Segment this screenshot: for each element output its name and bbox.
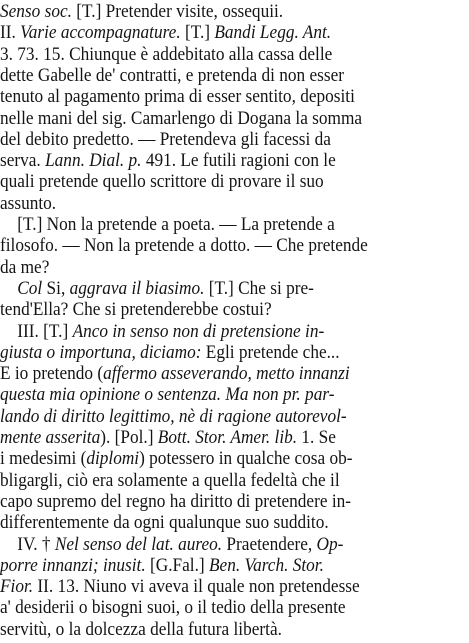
text-segment: 491. Le futili ragioni con le (141, 150, 336, 172)
text-segment: ). [Pol.] (100, 427, 158, 448)
text-segment: serva. (0, 150, 46, 172)
italic-text-segment: Lann. Dial. p. (45, 150, 142, 172)
text-line (0, 618, 422, 642)
italic-text-segment: lando di diritto legittimo, nè di ragione autorevol- (0, 405, 347, 427)
text-segment: tend'Ella? Che si pretenderebbe costui? (0, 299, 272, 321)
text-segment: 3. 73. 15. Chiunque è addebitato alla cassa delle (0, 43, 333, 65)
italic-text-segment: porre innanzi; inusit. (0, 554, 146, 576)
italic-text-segment: Bandi Legg. Ant. (214, 22, 332, 44)
text-segment: III. [T.] (0, 320, 73, 342)
text-segment: II. (0, 22, 21, 44)
text-segment: [T.] Non la pretende a poeta. — La pretende a (0, 214, 335, 235)
italic-text-segment: aggrava il biasimo. (69, 277, 205, 299)
text-segment: ) potessero in qualche cosa ob- (139, 448, 353, 470)
text-segment: assunto. (0, 192, 57, 214)
italic-text-segment: Bott. Stor. Amer. lib. (157, 427, 298, 448)
italic-text-segment: Fior. (0, 576, 34, 598)
text-segment: [T.] Che si pre- (204, 277, 314, 299)
text-segment: a' desiderii o bisogni suoi, o il tedio della presente (0, 597, 346, 619)
italic-text-segment: Op- (316, 533, 344, 555)
italic-text-segment: Anco in senso non di pretensione in- (72, 320, 325, 342)
text-segment: Si, (42, 277, 70, 299)
italic-text-segment: Col (17, 277, 43, 299)
text-segment: capo supremo del regno ha diritto di pretendere in- (0, 490, 352, 512)
text-segment: i medesimi ( (0, 448, 87, 470)
text-segment: [G.Fal.] (145, 554, 209, 576)
text-segment: differentemente da ogni qualunque suo suddito. (0, 512, 329, 534)
text-segment: IV. † (0, 533, 55, 555)
italic-text-segment: Nel senso del lat. aureo. (54, 533, 223, 555)
italic-text-segment: Varie accompagnature. (20, 22, 185, 44)
text-segment: bligargli, ciò era solamente a quella fedeltà che il (0, 469, 340, 491)
text-segment: [T.] Pretender visite, ossequii. (76, 1, 284, 22)
text-segment: quali pretende quello scrittore di provare il suo (0, 171, 324, 193)
italic-text-segment: giusta o importuna, diciamo: (0, 341, 202, 363)
text-segment: tenuto al pagamento prima di esser sentito, depositi (0, 86, 355, 108)
italic-text-segment: Ben. Varch. Stor. (208, 554, 324, 576)
text-segment: Egli pretende che... (201, 341, 340, 363)
italic-text-segment: Senso soc. (0, 1, 77, 22)
text-segment: 1. Se (297, 427, 336, 448)
text-segment: del debito predetto. — Pretendeva gli facessi da (0, 128, 331, 150)
text-segment (0, 278, 17, 299)
italic-text-segment: affermo asseverando, metto innanzi (103, 363, 350, 385)
italic-text-segment: questa mia opinione o sentenza. Ma non pr. par- (0, 384, 335, 406)
italic-text-segment: diplomi (86, 448, 140, 470)
text-segment: Praetendere, (222, 533, 317, 555)
italic-text-segment: mente asserita (0, 427, 101, 448)
text-segment: dette Gabelle de' contratti, e pretenda di non esser (0, 64, 345, 86)
text-segment: servitù, o la dolcezza della futura libertà. (0, 618, 282, 640)
text-segment: II. 13. Niuno vi aveva il quale non pretendesse (33, 576, 360, 598)
text-segment: filosofo. — Non la pretende a dotto. — Che pretende (0, 235, 368, 257)
text-segment: [T.] (184, 22, 215, 44)
text-segment: da me? (0, 256, 50, 278)
text-segment: E io pretendo ( (0, 363, 104, 385)
text-segment: nelle mani del sig. Camarlengo di Dogana la somma (0, 107, 363, 129)
